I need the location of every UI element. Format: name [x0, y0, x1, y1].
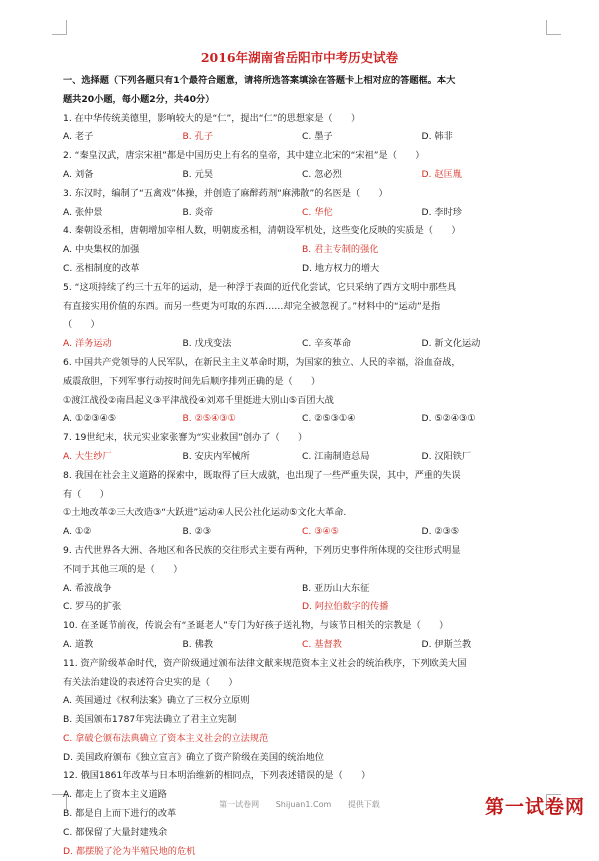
option-row: [63, 204, 541, 223]
brand-logo-text: 第一试卷网: [484, 796, 585, 818]
exam-title: 2016年湖南省岳阳市中考历史试卷: [200, 50, 399, 65]
option-b: B. 都是自上而下进行的改革: [63, 808, 177, 820]
option-row: [63, 241, 541, 260]
question-5: [63, 279, 541, 354]
option-a: A. 希波战争: [63, 582, 112, 594]
option-row: [63, 730, 541, 749]
option-row: [63, 598, 541, 617]
option-row: [63, 749, 541, 768]
question-stem-line: 威震敌胆，下列军事行动按时间先后顺序排列正确的是（ ）: [63, 375, 321, 387]
option-b: B. ②⑤④③①: [182, 413, 236, 425]
option-d: D. 李时珍: [421, 206, 462, 218]
option-a: A. 老子: [63, 131, 94, 143]
footer-right-text: 提供下载: [347, 800, 380, 809]
question-8: [63, 467, 541, 542]
option-d: D. ②③⑤: [421, 526, 460, 538]
question-2: [63, 147, 541, 185]
question-4: [63, 222, 541, 278]
option-a: A. 刘备: [63, 168, 94, 180]
question-stem-line: 5. “这项持续了约三十五年的运动，是一种浮于表面的近代化尝试，它只采纳了西方文明中那些具: [63, 281, 457, 293]
question-stem-line: 有直接实用价值的东西。而另一些更为可取的东西……却完全被忽视了。”材料中的“运动”是指: [63, 300, 441, 312]
option-b: B. 美国颁布1787年宪法确立了君主立宪制: [63, 714, 237, 726]
option-b: B. ②③: [182, 526, 212, 538]
option-b: B. 炎帝: [182, 206, 214, 218]
option-c: C. 拿破仑颁布法典确立了资本主义社会的立法规范: [63, 732, 269, 744]
option-b: B. 元昊: [182, 168, 214, 180]
question-stem-line: 7. 19世纪末，状元实业家张謇为“实业救国”创办了（ ）: [63, 432, 308, 444]
question-11: [63, 655, 541, 768]
option-c: C. ③④⑤: [302, 526, 339, 538]
section-heading-line-2: 题共20小题，每小题2分，共40分）: [63, 93, 215, 105]
question-7: [63, 429, 541, 467]
option-a: A. 张仲景: [63, 206, 103, 218]
option-row: [63, 166, 541, 185]
footer-left-text: 第一试卷网: [219, 800, 260, 809]
question-10: [63, 617, 541, 655]
option-row: [63, 636, 541, 655]
option-a: A. 洋务运动: [63, 338, 112, 350]
option-d: D. 新文化运动: [421, 338, 481, 350]
option-row: [63, 128, 541, 147]
crop-mark-top-right: [546, 20, 561, 35]
question-stem-line: 8. 我国在社会主义道路的探索中，既取得了巨大成就，也出现了一些严重失误，其中，严重的失误: [63, 469, 461, 481]
option-b: B. 安庆内军械所: [182, 450, 250, 462]
option-c: C. 基督教: [302, 638, 342, 650]
option-b: B. 孔子: [182, 131, 214, 143]
question-9: [63, 542, 541, 617]
option-d: D. ⑤②④③①: [421, 413, 476, 425]
option-c: C. 辛亥革命: [302, 338, 352, 350]
option-d: D. 阿拉伯数字的传播: [302, 601, 389, 613]
option-c: C. 华佗: [302, 206, 333, 218]
option-row: [63, 523, 541, 542]
option-d: D. 地方权力的增大: [302, 262, 380, 274]
question-stem-line: 不同于其他三项的是（ ）: [63, 563, 183, 575]
question-3: [63, 185, 541, 223]
option-c: C. 墨子: [302, 131, 333, 143]
option-row: [63, 692, 541, 711]
option-c: C. 丞相制度的改革: [63, 262, 140, 274]
option-row: [63, 410, 541, 429]
question-stem-line: （ ）: [63, 319, 100, 331]
exam-content: [63, 72, 541, 861]
crop-mark-top-left: [52, 20, 67, 35]
option-row: [63, 824, 541, 843]
option-d: D. 韩非: [421, 131, 453, 143]
option-c: C. 都保留了大量封建残余: [63, 826, 168, 838]
option-d: D. 汉阳铁厂: [421, 450, 472, 462]
option-b: B. 佛教: [182, 638, 214, 650]
question-stem-line: 有（ ）: [63, 488, 109, 500]
question-stem-line: 6. 中国共产党领导的人民军队，在新民主主义革命时期，为国家的独立、人民的幸福，浴血奋战，: [63, 356, 461, 368]
footer-site-text: Shijuan1.Com: [275, 800, 332, 809]
option-a: A. 大生纱厂: [63, 450, 112, 462]
question-6: [63, 354, 541, 429]
option-row: [63, 843, 541, 861]
option-a: A. 道教: [63, 638, 94, 650]
option-d: D. 美国政府颁布《独立宣言》确立了资产阶级在美国的统治地位: [63, 751, 324, 763]
option-row: [63, 711, 541, 730]
option-d: D. 赵匡胤: [421, 168, 462, 180]
option-row: [63, 260, 541, 279]
question-stem-line: ①渡江战役②南昌起义③平津战役④刘邓千里挺进大别山⑤百团大战: [63, 394, 334, 406]
option-b: B. 君主专制的强化: [302, 244, 379, 256]
question-stem-line: 11. 资产阶级革命时代，资产阶级通过颁布法律文献来规范资本主义社会的统治秩序，下列欧美大国: [63, 657, 467, 669]
option-row: [63, 580, 541, 599]
option-c: C. 忽必烈: [302, 168, 342, 180]
option-a: A. ①②③④⑤: [63, 413, 117, 425]
option-row: [63, 335, 541, 354]
option-row: [63, 448, 541, 467]
option-b: B. 亚历山大东征: [302, 582, 370, 594]
question-stem-line: 2. “秦皇汉武，唐宗宋祖”都是中国历史上有名的皇帝，其中建立北宋的“宋祖”是（ ）: [63, 150, 425, 162]
question-stem-line: 3. 东汉时，编制了“五禽戏”体操，并创造了麻醉药剂“麻沸散”的名医是（ ）: [63, 187, 388, 199]
question-stem-line: 4. 秦朝设丞相，唐朝增加宰相人数，明朝废丞相，清朝设军机处，这些变化反映的实质是（ ）: [63, 225, 461, 237]
question-stem-line: 1. 在中华传统美德里，影响较大的是“仁”，提出“仁”的思想家是（ ）: [63, 112, 361, 124]
question-1: [63, 110, 541, 148]
question-stem-line: 10. 在圣诞节前夜，传说会有“圣诞老人”专门为好孩子送礼物，与该节日相关的宗教是（ ）: [63, 620, 449, 632]
option-c: C. ②⑤③①④: [302, 413, 356, 425]
option-d: D. 伊斯兰教: [421, 638, 472, 650]
option-a: A. 都走上了资本主义道路: [63, 789, 167, 801]
question-stem-line: 12. 俄国1861年改革与日本明治维新的相同点，下列表述错误的是（ ）: [63, 770, 371, 782]
question-stem-line: 有关法治建设的表述符合史实的是（ ）: [63, 676, 238, 688]
question-list: [63, 110, 541, 861]
option-c: C. 罗马的扩张: [63, 601, 122, 613]
option-a: A. ①②: [63, 526, 92, 538]
option-d: D. 都摆脱了沦为半殖民地的危机: [63, 845, 196, 857]
question-12: [63, 767, 541, 861]
option-b: B. 戊戌变法: [182, 338, 232, 350]
option-c: C. 江南制造总局: [302, 450, 370, 462]
question-stem-line: 9. 古代世界各大洲、各地区和各民族的交往形式主要有两种，下列历史事件所体现的交往形式明显: [63, 544, 461, 556]
section-heading-line-1: 一、选择题（下列各题只有1个最符合题意，请将所选答案填涂在答题卡上相对应的答题框。本大: [63, 75, 456, 86]
question-stem-line: ①土地改革②三大改造③“大跃进”运动④人民公社化运动⑤文化大革命.: [63, 507, 347, 519]
option-a: A. 英国通过《权利法案》确立了三权分立原则: [63, 695, 250, 707]
option-a: A. 中央集权的加强: [63, 244, 140, 256]
